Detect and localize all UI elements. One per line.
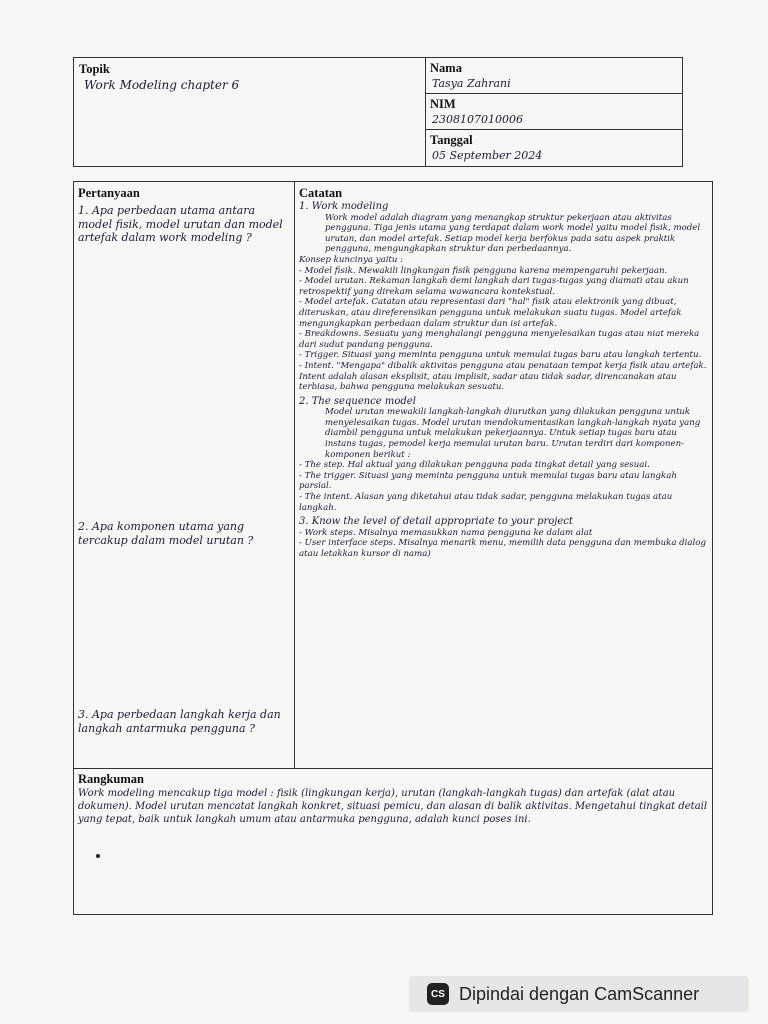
cornell-notes-table [73,181,713,915]
camscanner-logo-icon: CS [427,983,449,1005]
header-table [73,57,683,167]
name-cell [426,58,682,94]
questions-column [74,182,295,768]
topic-cell [74,58,426,166]
question-1: 1. Apa perbedaan utama antara model fisik, model urutan dan model artefak dalam work modeling ? [78,204,283,244]
notes-item: - Intent. "Mengapa" dibalik aktivitas pengguna atau penataan tempat kerja fisik atau artefak. Intent adalah alasan eksplisit, atau implisit, sadar atau tidak sadar, direncanakan atau terbiasa, bahwa pengguna melakukan sesuatu. [299,360,707,393]
nim-label: NIM [430,97,456,111]
question-2: 2. Apa komponen utama yang tercakup dalam model urutan ? [78,520,254,547]
notes-item: - The step. Hal aktual yang dilakukan pengguna pada tingkat detail yang sesuai. [299,460,650,471]
camscanner-watermark-text: Dipindai dengan CamScanner [459,983,700,1004]
date-label: Tanggal [430,133,473,147]
topic-label: Topik [79,62,110,76]
notes-section-3-title: 3. Know the level of detail appropriate to your project [299,516,573,528]
notes-label: Catatan [299,186,343,200]
notes-item: - Work steps. Misalnya memasukkan nama pengguna ke dalam alat [299,527,593,538]
notes-body [299,202,709,560]
question-3: 3. Apa perbedaan langkah kerja dan langkah antarmuka pengguna ? [78,708,281,735]
questions-label: Pertanyaan [78,186,140,200]
topic-value: Work Modeling chapter 6 [84,78,240,92]
notes-section-2-title: 2. The sequence model [299,395,416,407]
nim-value: 2308107010006 [432,113,523,126]
notes-section-1-paragraph: Work model adalah diagram yang menangkap struktur pekerjaan atau aktivitas pengguna. Tiga jenis utama yang terdapat dalam work model yaitu model fisik, model urutan, dan model artefak. Setiap model kerja berfokus pada satu aspek praktik pengguna, mengungkapkan struktur dan perbedaannya. [325,212,701,255]
notes-item: - Breakdowns. Sesuatu yang menghalangi pengguna menyelesaikan tugas atau niat mereka dari sudut pandang pengguna. [299,329,700,350]
notes-item: - Model artefak. Catatan atau representasi dari "hal" fisik atau elektronik yang dibuat, diteruskan, atau direferensikan pengguna untuk melakukan suatu tugas. Model artefak mengungkapkan perbedaan dalam struktur dan isi artefak. [299,297,682,329]
notes-item: - Model fisik. Mewakili lingkungan fisik pengguna karena mempengaruhi pekerjaan. [299,265,668,276]
name-value: Tasya Zahrani [432,77,511,90]
notes-item: - The intent. Alasan yang diketahui atau tidak sadar, pengguna melakukan tugas atau langkah. [299,492,673,513]
notes-item: - User interface steps. Misalnya menarik menu, memilih data pengguna dan membuka dialog atau letakkan kursor di nama) [299,538,706,559]
notes-column [295,182,713,768]
nim-cell [426,94,682,130]
notes-section-2-paragraph: Model urutan mewakili langkah-langkah diurutkan yang dilakukan pengguna untuk menyelesaikan tugas. Model urutan mendokumentasikan langkah-langkah nyata yang diambil pengguna untuk melakukan pekerjaannya. Untuk setiap tugas baru atau instans tugas, pemodel kerja memulai urutan baru. Urutan terdiri dari komponen-komponen berikut : [325,407,701,460]
notes-section-1-title: 1. Work modeling [299,201,389,212]
identity-cells [426,58,682,166]
notes-item: - Trigger. Situasi yang meminta pengguna untuk memulai tugas baru atau langkah tertentu. [299,350,702,361]
summary-section [74,768,712,915]
name-label: Nama [430,61,462,75]
camscanner-watermark [409,976,749,1012]
notes-item: - The trigger. Situasi yang meminta pengguna untuk memulai tugas baru atau langkah parsial. [299,470,677,492]
date-cell [426,130,682,166]
summary-label: Rangkuman [78,772,144,786]
summary-text: Work modeling mencakup tiga model : fisik (lingkungan kerja), urutan (langkah-langkah tugas) dan artefak (alat atau dokumen). Model urutan mencatat langkah konkret, situasi pemicu, dan alasan di balik aktivitas. Mengetahui tingkat detail yang tepat, baik untuk langkah umum atau antarmuka pengguna, adalah kunci poses ini. [78,788,708,825]
notes-section-1-concept: Konsep kuncinya yaitu : [299,254,404,265]
ink-dot [96,854,100,858]
date-value: 05 September 2024 [432,149,543,162]
notes-item: - Model urutan. Rekaman langkah demi langkah dari tugas-tugas yang diamati atau akun retrospektif yang direkam selama wawancara kontekstual. [299,276,689,297]
